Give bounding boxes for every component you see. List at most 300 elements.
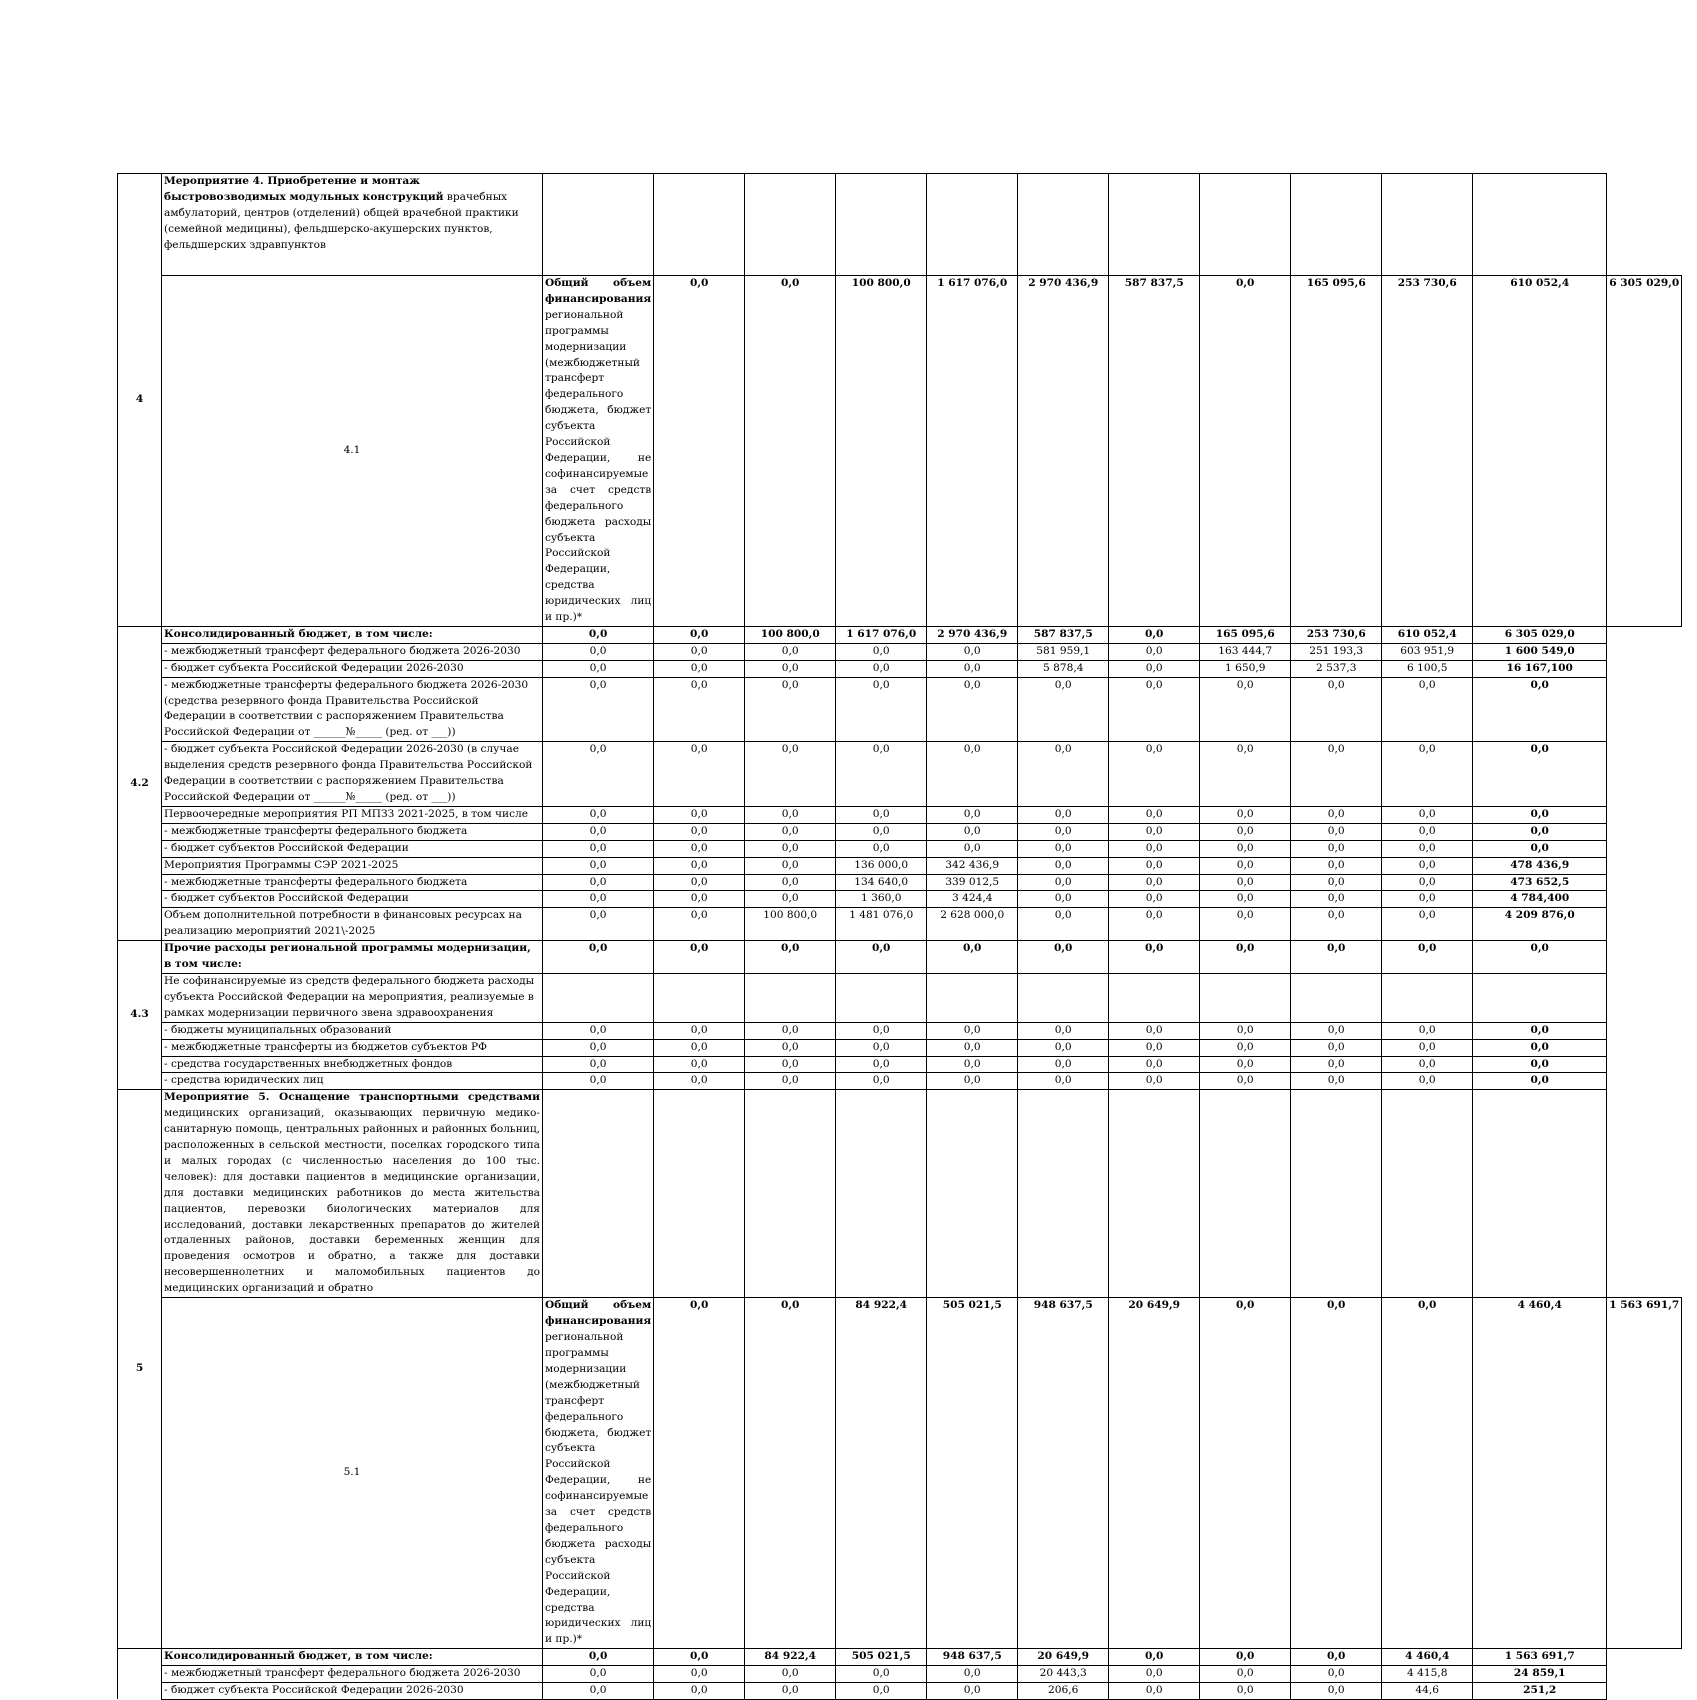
table-row	[118, 1056, 1682, 1073]
table-row	[118, 677, 1682, 742]
value-cell: 0,0	[654, 742, 745, 807]
value-cell: 0,0	[543, 1022, 654, 1039]
total-cell	[1473, 1090, 1607, 1298]
value-cell: 610 052,4	[1473, 276, 1607, 627]
value-cell: 0,0	[654, 840, 745, 857]
value-cell: 0,0	[1291, 1039, 1382, 1056]
table-row	[118, 823, 1682, 840]
value-cell	[745, 174, 836, 276]
table-row	[118, 1683, 1682, 1700]
table-row	[118, 626, 1682, 643]
value-cell: 0,0	[543, 806, 654, 823]
total-cell: 0,0	[1473, 1022, 1607, 1039]
row-label-bold: Общий объем финансирования	[545, 1299, 652, 1328]
table-row	[118, 806, 1682, 823]
row-number: 4	[118, 174, 162, 627]
value-cell: 100 800,0	[745, 626, 836, 643]
value-cell: 0,0	[1200, 840, 1291, 857]
value-cell: 0,0	[1382, 1056, 1473, 1073]
row-label-text: региональной программы модернизации (межбюджетный трансферт федерального бюджета, бюджет субъекта Российской Федерации, не софинансируемые за счет средств федерального бюджета расходы субъекта Российской Федерации, средства юридических лиц и пр.)*	[545, 308, 652, 624]
value-cell: 0,0	[1109, 626, 1200, 643]
row-number: 4.3	[118, 941, 162, 1090]
value-cell: 0,0	[1382, 1298, 1473, 1649]
value-cell: 0,0	[543, 1649, 654, 1666]
value-cell: 0,0	[1382, 1073, 1473, 1090]
row-label	[543, 1298, 654, 1649]
table-row	[118, 908, 1682, 941]
value-cell: 253 730,6	[1382, 276, 1473, 627]
value-cell: 0,0	[543, 626, 654, 643]
total-cell: 1 600 549,0	[1473, 643, 1607, 660]
table-row	[118, 643, 1682, 660]
value-cell: 0,0	[1382, 1022, 1473, 1039]
value-cell: 165 095,6	[1200, 626, 1291, 643]
value-cell	[927, 973, 1018, 1022]
value-cell: 0,0	[543, 660, 654, 677]
value-cell: 0,0	[836, 1073, 927, 1090]
value-cell: 0,0	[927, 806, 1018, 823]
value-cell: 587 837,5	[1109, 276, 1200, 627]
value-cell: 0,0	[836, 1666, 927, 1683]
value-cell: 0,0	[927, 1073, 1018, 1090]
table-row	[118, 891, 1682, 908]
value-cell: 0,0	[745, 1666, 836, 1683]
table-row	[118, 1298, 1682, 1649]
row-label-text: Не софинансируемые из средств федерального бюджета расходы субъекта Российской Федерации на мероприятия, реализуемые в рамках модернизации первичного звена здравоохранения	[164, 974, 535, 1019]
value-cell: 0,0	[1291, 823, 1382, 840]
value-cell: 0,0	[1109, 908, 1200, 941]
value-cell: 0,0	[654, 874, 745, 891]
row-label-text: - бюджет субъекта Российской Федерации 2026-2030 (в случае выделения средств резервного фонда Правительства Российской Федерации в соответствии с распоряжением Правительства Российской Федерации от ______№_____ (ред. от ___))	[164, 743, 533, 803]
value-cell: 84 922,4	[836, 1298, 927, 1649]
row-number: 4.2	[118, 626, 162, 940]
table-row	[118, 1039, 1682, 1056]
row-label-text: Мероприятия Программы СЭР 2021-2025	[164, 858, 399, 871]
row-label-text: - межбюджетный трансферт федерального бюджета 2026-2030	[164, 1667, 521, 1680]
value-cell: 165 095,6	[1291, 276, 1382, 627]
value-cell	[836, 973, 927, 1022]
value-cell: 0,0	[1200, 677, 1291, 742]
row-label	[162, 1056, 543, 1073]
value-cell: 0,0	[1200, 1073, 1291, 1090]
row-label	[162, 806, 543, 823]
row-number: 5.1	[162, 1298, 543, 1649]
value-cell: 0,0	[1109, 1022, 1200, 1039]
row-label	[543, 276, 654, 627]
value-cell: 253 730,6	[1291, 626, 1382, 643]
total-cell: 251,2	[1473, 1683, 1607, 1700]
row-label-text: - бюджет субъекта Российской Федерации 2026-2030	[164, 661, 464, 674]
value-cell: 134 640,0	[836, 874, 927, 891]
value-cell: 0,0	[836, 660, 927, 677]
value-cell: 0,0	[1291, 874, 1382, 891]
value-cell: 0,0	[1291, 1056, 1382, 1073]
value-cell: 0,0	[1018, 840, 1109, 857]
value-cell: 0,0	[654, 823, 745, 840]
value-cell: 0,0	[654, 677, 745, 742]
total-cell: 1 563 691,7	[1607, 1298, 1682, 1649]
value-cell: 0,0	[745, 1039, 836, 1056]
value-cell: 0,0	[1200, 823, 1291, 840]
value-cell: 0,0	[745, 643, 836, 660]
value-cell: 0,0	[927, 941, 1018, 974]
value-cell: 0,0	[1109, 1056, 1200, 1073]
value-cell: 0,0	[745, 1056, 836, 1073]
value-cell: 1 650,9	[1200, 660, 1291, 677]
value-cell: 0,0	[1200, 857, 1291, 874]
table-row	[118, 660, 1682, 677]
value-cell: 4 460,4	[1382, 1649, 1473, 1666]
value-cell	[836, 1090, 927, 1298]
value-cell: 0,0	[836, 1022, 927, 1039]
row-label-text: - бюджет субъектов Российской Федерации	[164, 892, 409, 905]
value-cell: 20 649,9	[1018, 1649, 1109, 1666]
value-cell: 0,0	[1109, 857, 1200, 874]
value-cell: 0,0	[745, 1298, 836, 1649]
value-cell: 0,0	[1291, 806, 1382, 823]
row-label	[162, 874, 543, 891]
value-cell: 0,0	[745, 276, 836, 627]
value-cell: 0,0	[745, 823, 836, 840]
row-label-bold: Консолидированный бюджет, в том числе:	[164, 1650, 433, 1663]
row-label-text: - средства государственных внебюджетных фондов	[164, 1057, 453, 1070]
row-label-text: - бюджет субъектов Российской Федерации	[164, 841, 409, 854]
value-cell: 505 021,5	[836, 1649, 927, 1666]
value-cell: 0,0	[1382, 742, 1473, 807]
value-cell: 0,0	[543, 908, 654, 941]
value-cell	[1291, 973, 1382, 1022]
total-cell: 0,0	[1473, 677, 1607, 742]
value-cell: 339 012,5	[927, 874, 1018, 891]
value-cell: 2 970 436,9	[1018, 276, 1109, 627]
row-label	[162, 908, 543, 941]
value-cell: 0,0	[927, 1022, 1018, 1039]
value-cell: 0,0	[745, 941, 836, 974]
value-cell: 0,0	[1018, 823, 1109, 840]
value-cell: 0,0	[1382, 1039, 1473, 1056]
table-row	[118, 857, 1682, 874]
row-label-text: Объем дополнительной потребности в финансовых ресурсах на реализацию мероприятий 2021\-2025	[164, 909, 522, 938]
row-label	[162, 840, 543, 857]
value-cell: 0,0	[1382, 941, 1473, 974]
value-cell: 0,0	[745, 874, 836, 891]
value-cell: 0,0	[654, 806, 745, 823]
value-cell: 20 649,9	[1109, 1298, 1200, 1649]
value-cell	[927, 174, 1018, 276]
value-cell: 0,0	[654, 1022, 745, 1039]
total-cell: 478 436,9	[1473, 857, 1607, 874]
value-cell: 163 444,7	[1200, 643, 1291, 660]
table-row	[118, 1073, 1682, 1090]
row-label-bold: Общий объем финансирования	[545, 277, 652, 305]
row-number: 5	[118, 1090, 162, 1649]
value-cell	[927, 1090, 1018, 1298]
value-cell: 44,6	[1382, 1683, 1473, 1700]
value-cell: 0,0	[927, 1056, 1018, 1073]
financing-table	[117, 173, 1682, 1700]
value-cell	[654, 174, 745, 276]
value-cell: 0,0	[836, 941, 927, 974]
value-cell: 0,0	[745, 1683, 836, 1700]
value-cell	[1200, 973, 1291, 1022]
value-cell: 0,0	[1200, 1649, 1291, 1666]
value-cell: 0,0	[654, 1666, 745, 1683]
value-cell: 1 617 076,0	[927, 276, 1018, 627]
row-label	[162, 857, 543, 874]
row-label	[162, 1683, 543, 1700]
table-row	[118, 276, 1682, 627]
table-row	[118, 174, 1682, 276]
value-cell: 0,0	[1291, 1683, 1382, 1700]
total-cell: 0,0	[1473, 941, 1607, 974]
value-cell: 0,0	[543, 857, 654, 874]
value-cell: 0,0	[1291, 857, 1382, 874]
value-cell	[1018, 973, 1109, 1022]
value-cell: 136 000,0	[836, 857, 927, 874]
value-cell: 342 436,9	[927, 857, 1018, 874]
value-cell: 4 460,4	[1473, 1298, 1607, 1649]
value-cell: 84 922,4	[745, 1649, 836, 1666]
value-cell: 0,0	[654, 1073, 745, 1090]
value-cell: 0,0	[1018, 1056, 1109, 1073]
value-cell: 0,0	[543, 1073, 654, 1090]
total-cell: 0,0	[1473, 1056, 1607, 1073]
value-cell: 0,0	[1018, 908, 1109, 941]
value-cell: 0,0	[927, 1039, 1018, 1056]
value-cell: 0,0	[1109, 891, 1200, 908]
value-cell: 0,0	[654, 1649, 745, 1666]
row-label-text: региональной программы модернизации (межбюджетный трансферт федерального бюджета, бюджет субъекта Российской Федерации, не софинансируемые за счет средств федерального бюджета расходы субъекта Российской Федерации, средства юридических лиц и пр.)*	[545, 1331, 652, 1646]
row-label	[162, 1666, 543, 1683]
row-label	[162, 626, 543, 643]
value-cell: 0,0	[1291, 1022, 1382, 1039]
value-cell: 0,0	[1018, 677, 1109, 742]
value-cell: 0,0	[745, 1022, 836, 1039]
value-cell: 0,0	[1200, 1666, 1291, 1683]
value-cell	[1109, 174, 1200, 276]
value-cell: 0,0	[1200, 1022, 1291, 1039]
value-cell: 0,0	[1109, 874, 1200, 891]
value-cell: 0,0	[543, 823, 654, 840]
value-cell	[1291, 174, 1382, 276]
value-cell	[1382, 1090, 1473, 1298]
value-cell: 0,0	[1382, 908, 1473, 941]
value-cell: 0,0	[1109, 1073, 1200, 1090]
value-cell: 0,0	[1109, 677, 1200, 742]
value-cell: 0,0	[927, 742, 1018, 807]
row-label-text: врачебных амбулаторий, центров (отделений) общей врачебной практики (семейной медицины), фельдшерско-акушерских пунктов, фельдшерских здравпунктов	[164, 190, 519, 251]
value-cell: 0,0	[654, 1683, 745, 1700]
total-cell: 0,0	[1473, 806, 1607, 823]
value-cell: 20 443,3	[1018, 1666, 1109, 1683]
table-row	[118, 973, 1682, 1022]
value-cell: 0,0	[927, 1666, 1018, 1683]
value-cell: 603 951,9	[1382, 643, 1473, 660]
total-cell: 0,0	[1473, 742, 1607, 807]
value-cell	[1018, 1090, 1109, 1298]
value-cell: 2 537,3	[1291, 660, 1382, 677]
value-cell: 0,0	[1291, 1073, 1382, 1090]
value-cell: 0,0	[1291, 891, 1382, 908]
value-cell	[745, 1090, 836, 1298]
value-cell: 0,0	[1018, 806, 1109, 823]
value-cell: 0,0	[836, 806, 927, 823]
total-cell	[1473, 973, 1607, 1022]
value-cell: 0,0	[745, 742, 836, 807]
value-cell: 0,0	[927, 660, 1018, 677]
value-cell: 0,0	[1200, 891, 1291, 908]
value-cell: 0,0	[836, 742, 927, 807]
value-cell: 0,0	[745, 677, 836, 742]
value-cell: 0,0	[1018, 1039, 1109, 1056]
total-cell	[1473, 174, 1607, 276]
row-label-text: Первоочередные мероприятия РП МПЗЗ 2021-2025, в том числе	[164, 807, 529, 820]
row-label-text: - межбюджетные трансферты федерального бюджета	[164, 875, 468, 888]
row-label-text: - средства юридических лиц	[164, 1074, 324, 1087]
value-cell: 0,0	[543, 941, 654, 974]
value-cell: 0,0	[745, 840, 836, 857]
value-cell	[1109, 973, 1200, 1022]
value-cell: 0,0	[654, 857, 745, 874]
value-cell: 0,0	[1109, 840, 1200, 857]
value-cell: 0,0	[1200, 874, 1291, 891]
value-cell: 0,0	[927, 1683, 1018, 1700]
value-cell: 0,0	[745, 660, 836, 677]
row-label	[162, 823, 543, 840]
value-cell: 251 193,3	[1291, 643, 1382, 660]
value-cell: 0,0	[1109, 941, 1200, 974]
value-cell: 0,0	[543, 840, 654, 857]
row-label	[162, 174, 543, 276]
value-cell: 0,0	[543, 643, 654, 660]
row-label-text: - бюджет субъекта Российской Федерации 2026-2030	[164, 1684, 464, 1697]
row-label	[162, 1073, 543, 1090]
row-label-text: - межбюджетные трансферты федерального бюджета 2026-2030 (средства резервного фонда Правительства Российской Федерации в соответствии с распоряжением Правительства Российской Федерации от ______№_____ (ред. от ___))	[164, 678, 529, 739]
value-cell: 0,0	[836, 1056, 927, 1073]
row-label	[162, 941, 543, 974]
row-label	[162, 891, 543, 908]
total-cell: 1 563 691,7	[1473, 1649, 1607, 1666]
table-row	[118, 1090, 1682, 1298]
value-cell: 0,0	[1109, 660, 1200, 677]
value-cell: 948 637,5	[927, 1649, 1018, 1666]
total-cell: 16 167,100	[1473, 660, 1607, 677]
total-cell: 4 784,400	[1473, 891, 1607, 908]
row-label	[162, 742, 543, 807]
total-cell: 0,0	[1473, 1039, 1607, 1056]
value-cell: 0,0	[1200, 1683, 1291, 1700]
value-cell: 0,0	[1018, 1073, 1109, 1090]
value-cell: 587 837,5	[1018, 626, 1109, 643]
value-cell: 0,0	[836, 677, 927, 742]
value-cell: 206,6	[1018, 1683, 1109, 1700]
value-cell: 4 415,8	[1382, 1666, 1473, 1683]
value-cell: 0,0	[1018, 874, 1109, 891]
table-row	[118, 840, 1682, 857]
value-cell: 0,0	[1382, 874, 1473, 891]
value-cell: 3 424,4	[927, 891, 1018, 908]
value-cell	[1382, 973, 1473, 1022]
value-cell: 0,0	[1291, 1298, 1382, 1649]
value-cell: 0,0	[836, 1683, 927, 1700]
value-cell	[1382, 174, 1473, 276]
value-cell: 0,0	[1018, 742, 1109, 807]
value-cell: 0,0	[1291, 941, 1382, 974]
value-cell	[745, 973, 836, 1022]
value-cell: 0,0	[836, 643, 927, 660]
value-cell	[1018, 174, 1109, 276]
value-cell: 5 878,4	[1018, 660, 1109, 677]
value-cell: 0,0	[543, 1683, 654, 1700]
value-cell: 0,0	[1109, 806, 1200, 823]
value-cell: 0,0	[1109, 1649, 1200, 1666]
value-cell: 0,0	[543, 874, 654, 891]
value-cell: 0,0	[1200, 742, 1291, 807]
value-cell: 0,0	[1018, 891, 1109, 908]
value-cell	[543, 174, 654, 276]
row-label-text: медицинских организаций, оказывающих первичную медико-санитарную помощь, центральных районных и районных больниц, расположенных в сельской местности, поселках городского типа и малых городах (с численностью населения до 100 тыс. человек): для доставки пациентов в медицинские организации, для доставки медицинских работников до места жительства пациентов, перевозки биологических материалов для исследований, доставки лекарственных препаратов до жителей отдаленных районов, доставки беременных женщин для проведения осмотров и обратно, а также для доставки несовершеннолетних и маломобильных пациентов до медицинских организаций и обратно	[164, 1107, 540, 1295]
value-cell: 0,0	[836, 840, 927, 857]
value-cell: 0,0	[927, 840, 1018, 857]
value-cell	[1109, 1090, 1200, 1298]
value-cell: 0,0	[543, 677, 654, 742]
table-row	[118, 742, 1682, 807]
value-cell: 0,0	[654, 1056, 745, 1073]
value-cell: 0,0	[836, 823, 927, 840]
row-label	[162, 1022, 543, 1039]
value-cell: 0,0	[1291, 742, 1382, 807]
value-cell: 0,0	[1018, 1022, 1109, 1039]
value-cell: 0,0	[1109, 823, 1200, 840]
table-row	[118, 1666, 1682, 1683]
value-cell: 0,0	[927, 677, 1018, 742]
value-cell: 0,0	[1291, 1649, 1382, 1666]
value-cell	[654, 973, 745, 1022]
value-cell: 100 800,0	[745, 908, 836, 941]
row-label	[162, 643, 543, 660]
value-cell: 0,0	[654, 660, 745, 677]
row-label-bold: Мероприятие 4. Приобретение и монтаж быстровозводимых модульных конструкций	[164, 175, 444, 203]
value-cell: 0,0	[1200, 1298, 1291, 1649]
value-cell: 0,0	[654, 276, 745, 627]
total-cell: 0,0	[1473, 823, 1607, 840]
value-cell: 0,0	[927, 823, 1018, 840]
value-cell: 0,0	[1200, 941, 1291, 974]
value-cell: 505 021,5	[927, 1298, 1018, 1649]
row-label	[162, 1039, 543, 1056]
value-cell: 6 100,5	[1382, 660, 1473, 677]
value-cell	[543, 1090, 654, 1298]
value-cell: 2 628 000,0	[927, 908, 1018, 941]
value-cell: 0,0	[927, 643, 1018, 660]
value-cell: 0,0	[1291, 840, 1382, 857]
value-cell: 0,0	[1291, 908, 1382, 941]
value-cell	[1200, 174, 1291, 276]
table-row	[118, 874, 1682, 891]
table-row	[118, 941, 1682, 974]
value-cell: 0,0	[1200, 1039, 1291, 1056]
value-cell: 0,0	[1109, 643, 1200, 660]
total-cell: 0,0	[1473, 1073, 1607, 1090]
value-cell: 0,0	[1200, 276, 1291, 627]
row-label	[162, 677, 543, 742]
value-cell: 0,0	[1382, 677, 1473, 742]
value-cell: 0,0	[543, 1056, 654, 1073]
value-cell: 0,0	[654, 1039, 745, 1056]
value-cell: 0,0	[1382, 891, 1473, 908]
value-cell: 0,0	[1382, 823, 1473, 840]
value-cell: 0,0	[654, 891, 745, 908]
